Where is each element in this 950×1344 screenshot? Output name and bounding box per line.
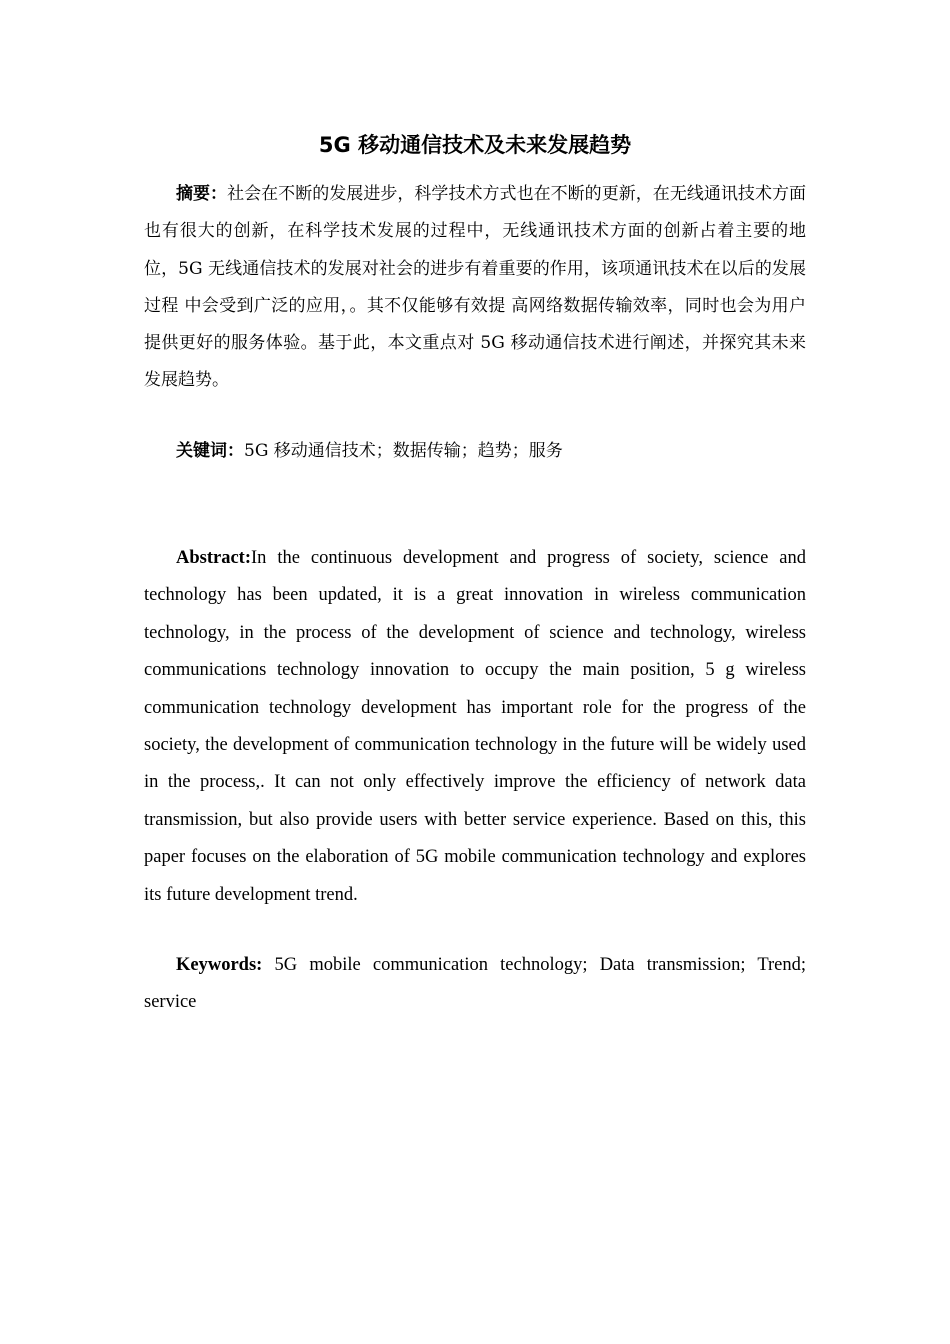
abstract-english-text: In the continuous development and progress of society, science and technology has been updated, it is a great innovation in wireless communication technology, in the process of the development of science and technology, wireless communications technology innovation to occupy the main position, 5 g wireless communication technology development has important role for the progress of the society, the development of communication technology in the future will be widely used in the process,. It can not only effectively improve the efficiency of network data transmission, but also provide users with better service experience. Based on this, this paper focuses on the elaboration of 5G mobile communication technology and explores its future development trend.: [144, 548, 806, 905]
abstract-english: [144, 540, 806, 914]
keywords-english-text: 5G mobile communication technology; Data transmission; Trend; service: [144, 955, 806, 1013]
keywords-chinese: [144, 433, 806, 470]
keywords-english-label: Keywords:: [176, 955, 263, 975]
abstract-chinese-label: 摘要：: [176, 184, 228, 204]
abstract-chinese-text: 社会在不断的发展进步，科学技术方式也在不断的更新，在无线通讯技术方面也有很大的创新，在科学技术发展的过程中，无线通讯技术方面的创新占着主要的地位，5G 无线通信技术的发展对社会的进步有着重要的作用，该项通讯技术在以后的发展过程 中会受到广泛的应用，。其不仅能够有效提 高网络数据传输效率，同时也会为用户提供更好的服务体验。基于此，本文重点对 5G 移动通信技术进行阐述，并探究其未来发展趋势。: [144, 184, 807, 391]
paper-title: 5G 移动通信技术及未来发展趋势: [318, 133, 632, 157]
keywords-english: [144, 947, 806, 1022]
abstract-english-label: Abstract:: [176, 548, 252, 568]
keywords-chinese-label: 关键词：: [176, 441, 244, 461]
abstract-chinese: [144, 176, 806, 400]
keywords-chinese-text: 5G 移动通信技术；数据传输；趋势；服务: [244, 441, 563, 461]
